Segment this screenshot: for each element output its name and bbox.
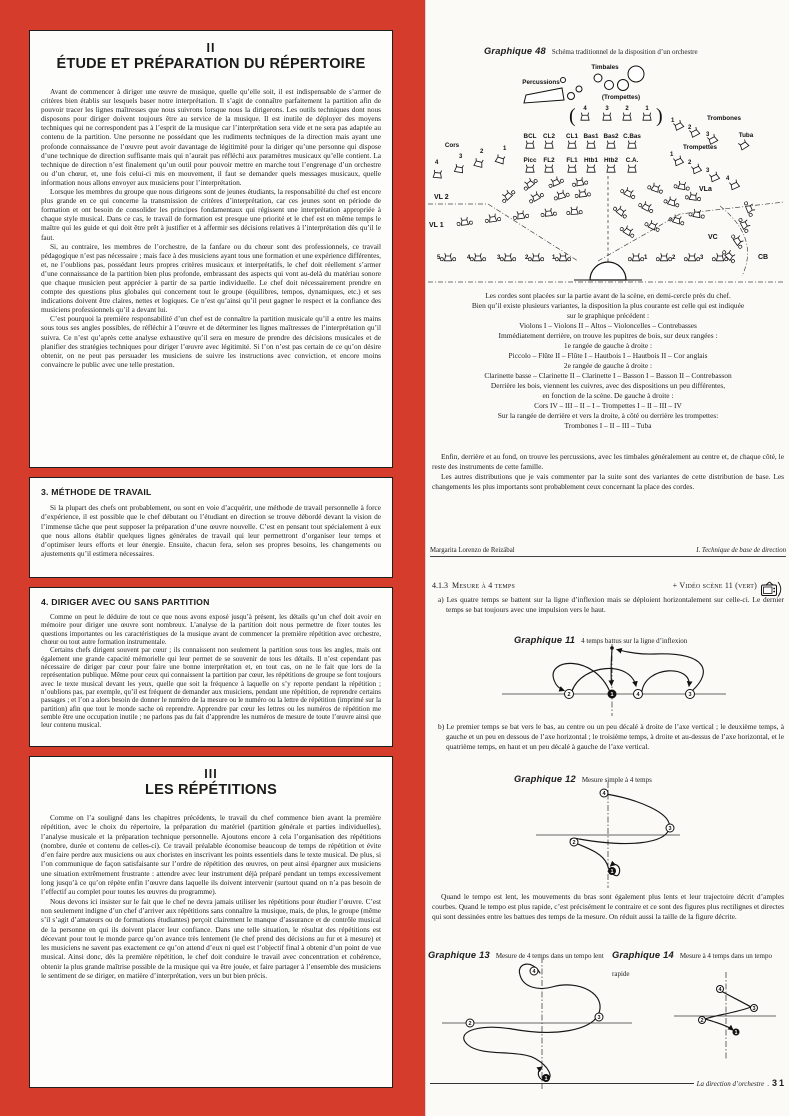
seat-number: 5: [437, 255, 441, 261]
beat-number: 2: [572, 840, 576, 847]
beat-number: 3: [752, 1006, 756, 1013]
seat-number: 1: [503, 146, 507, 152]
wind-label: Picc: [523, 157, 537, 164]
beat-number: 3: [597, 1015, 601, 1022]
beat-markers: [466, 967, 603, 1082]
wind-label: Htb2: [604, 157, 618, 164]
paragraph: Si la plupart des chefs ont probablement, ou sont en voie d’acquérir, une méthode de travail personnelle à force d’expérience, il est possible que le chef débutant ou l’étudiant en direction se trouve débordé devant la vision de l’immense tâche que peut supposer la préparation d’une œuvre nouvelle. C’est en pensant tout spécialement à eux que nous allons établir quelques lignes générales de travail qui leur permettront d’organiser leur temps et d’optimiser leurs efforts et leur énergie. Ensuite, chacun fera, selon ses propres besoins, les changements ou ajustements qu’il estimera nécessaires.: [41, 503, 381, 559]
author-name: Margarita Lorenzo de Reizábal: [430, 547, 515, 554]
seat-number: 1: [670, 152, 674, 158]
paren-close: ): [656, 105, 663, 127]
wind-label: Htb1: [584, 157, 598, 164]
woodwinds-row-1: [524, 157, 639, 172]
beat-number: 4: [718, 987, 722, 994]
seat-number: 2: [625, 106, 629, 112]
footer-separator: .: [767, 1080, 769, 1088]
beat-number: 4: [532, 969, 536, 976]
chapter-2-box: [29, 30, 393, 468]
cb-seats: [722, 200, 757, 264]
seat-number: 1: [644, 255, 648, 261]
section-number: 4.1.3: [432, 581, 448, 590]
seat-number: 2: [672, 255, 676, 261]
trumpet-row: [569, 105, 663, 127]
paragraph: Nous devons ici insister sur le fait que le chef ne devra jamais utiliser les répétitions pour étudier l’œuvre. C’est non seulement indigne d’un chef d’arriver aux répétitions sans connaître la musique, mais, de plus, le groupe (même s’il s’agit d’amateurs ou de formations étudiantes) perçoit clairement le manque d’assurance et de contrôle musical de la personne en qui ils doivent placer leur confiance. Dans une telle situation, le résultat des répétitions est décevant pour tout le monde parce qu’on avance très lentement (le chef prend des décisions au fur et à mesure) et les musiciens ne savent pas exactement ce qu’on attend d’eux ni quel est l’objectif final à obtenir d’un point de vue musical. Ainsi donc, dès la première répétition, le chef doit conduire le travail avec concentration et cohérence, obtenir la plus grande maîtrise possible de la musique qui va être jouée, et faire partager à l’ensemble des musiciens le sentiment de se diriger, en matière d’interprétation, vers un but bien précis.: [41, 896, 382, 981]
seat-number: 4: [583, 106, 587, 112]
chapter-title: ÉTUDE ET PRÉPARATION DU RÉPERTOIRE: [56, 56, 366, 72]
wind-label: CL1: [566, 133, 578, 140]
seat-number: 1: [645, 106, 649, 112]
item-b: b) Le premier temps se bat vers le bas, au centre ou un peu décalé à droite de l’axe vertical ; le deuxième temps, à gauche et un peu en dessous de l’axe horizontal ; le troisième temps, à droite et au-dessus de l’axe horizontal, et le quatrième temps, en haut et un peu décalé à gauche de l’axe vertical.: [438, 722, 785, 751]
cors-row: [433, 146, 507, 178]
wind-label: C.Bas: [623, 133, 641, 140]
graphique-label: Graphique 12: [514, 774, 576, 784]
beat-number: 1: [610, 692, 614, 699]
tuba-label: Tuba: [738, 132, 754, 139]
wind-label: Bas2: [603, 133, 619, 140]
seat-number: 3: [700, 255, 704, 261]
strings-layout-line: Piccolo – Flûte II – Flûte I – Hautbois I – Hautbois II – Cor anglais: [508, 351, 708, 360]
seat-number: 4: [726, 176, 730, 182]
seat-number: 1: [671, 118, 675, 124]
chapter-title: LES RÉPÉTITIONS: [145, 782, 277, 798]
beat-pattern-4-simple: [522, 782, 692, 888]
wind-label: BCL: [523, 133, 537, 140]
vc-front-row: [628, 253, 732, 261]
section-heading: 3. MÉTHODE DE TRAVAIL: [41, 487, 152, 497]
strings-layout-line: Sur la rangée de derrière et vers la droite, à côté ou derrière les trompettes:: [497, 411, 719, 420]
graphique-label: Graphique 11: [514, 635, 576, 645]
timbales-label: Timbales: [591, 64, 619, 71]
seat-number: 3: [706, 132, 710, 138]
graphique-caption: Mesure simple à 4 temps: [581, 776, 652, 784]
strings-layout-line: Trombones I – II – III – Tuba: [564, 421, 652, 430]
item-a: a) Les quatre temps se battent sur la ligne d’inflexion mais se déploient horizontalement sur celle-ci. Le dernier temps se bat toujours avec une impulsion vers le haut.: [438, 595, 784, 614]
paragraph: Lorsque les membres du groupe que nous dirigeons sont de jeunes étudiants, la responsabilité du chef est encore plus grande en ce qui concerne la transmission de critères d’interprétation, car ces jeunes sont en période de formation et ont besoin de consolider les principes fondamentaux qui régissent une interprétation appropriée à chaque style musical. Dans ce cas, le travail de formation est presque une priorité et le chef est en même temps le maître qui les guide et qui doit être prêt à justifier et à affermir ses décisions relatives à l’interprétation dès qu’il le faut.: [41, 187, 381, 242]
beat-number: 1: [544, 1076, 548, 1083]
chapter-number: II: [206, 41, 216, 55]
seat-number: 3: [605, 106, 609, 112]
graphique-label: Graphique 48: [484, 46, 546, 56]
seat-number: 4: [435, 160, 439, 166]
trompettes-paren-label: (Trompettes): [601, 94, 641, 101]
paragraph: C’est pourquoi la première responsabilité d’un chef est de connaître la partition musicale qu’il a entre les mains sous tous ses angles possibles, de réfléchir à l’œuvre et de déterminer les lignes maîtresses de l’interprétation qu’il suivra. Ce n’est qu’après cette analyse exhaustive qu’il sera en mesure de prendre des décisions musicales et de planifier des stratégies techniques pour diriger l’œuvre avec légitimité. Si l’on n’est pas certain de ce qu’on désire obtenir, on ne peut pas persuader les musiciens de suivre les instructions avec conviction, et encore moins convaincre le public avec une telle prestation.: [41, 314, 381, 369]
graphique-caption: Mesure à 4 temps dans un tempo rapide: [612, 952, 772, 978]
seat-number: 3: [497, 255, 501, 261]
wind-label: FL1: [566, 157, 578, 164]
chapter-running-title: I. Technique de base de direction: [696, 547, 786, 554]
beat-markers: [699, 986, 758, 1037]
wind-label: CL2: [543, 133, 555, 140]
strings-layout-line: Derrière les bois, viennent les cuivres, avec des dispositions un peu différentes,: [490, 381, 726, 390]
page-number: 31: [771, 1078, 786, 1088]
beat-markers: [570, 789, 674, 875]
right-page: [425, 0, 789, 1116]
seat-number: 3: [459, 154, 463, 160]
strings-layout-line: Immédiatement derrière, on trouve les pupitres de bois, sur deux rangées :: [498, 331, 718, 340]
graphique-caption: 4 temps battus sur la ligne d’inflexion: [581, 637, 688, 645]
trombones-label: Trombones: [707, 115, 741, 122]
paren-open: (: [569, 105, 576, 127]
strings-layout-line: 1e rangée de gauche à droite :: [563, 341, 653, 350]
book-title: La direction d’orchestre: [696, 1080, 765, 1088]
distribution-paragraphs: [432, 452, 784, 492]
woodwinds-row-2: [524, 133, 642, 148]
seat-number: 1: [552, 255, 556, 261]
vl1-seats: [456, 206, 582, 226]
strings-layout-line: Violons I – Violons II – Altos – Violoncelles – Contrebasses: [519, 321, 697, 330]
paragraph: Les autres distributions que je vais commenter par la suite sont des variantes de cette distribution de base. Les changements les plus importants sont probablement ceux concernant la place des cordes.: [432, 472, 784, 491]
conductor-podium: [574, 262, 642, 280]
wind-label: Bas1: [583, 133, 599, 140]
graphique-caption: Mesure de 4 temps dans un tempo lent: [495, 952, 604, 960]
vl1-label: VL 1: [429, 222, 444, 229]
vl2-seats: [499, 175, 591, 204]
strings-layout-line: sur le graphique précédent :: [566, 311, 650, 320]
percussions-label: Percussions: [522, 79, 560, 86]
seat-number: 2: [688, 160, 692, 166]
cb-label: CB: [758, 254, 769, 261]
section-3-box: [29, 477, 393, 578]
beat-pattern-4-inflexion: [494, 642, 734, 718]
footer-rule: [430, 1083, 694, 1084]
beat-pattern-4-fast: [664, 970, 784, 1062]
seat-number: 3: [706, 168, 710, 174]
seat-number: 2: [480, 149, 484, 155]
vc-label: VC: [708, 234, 718, 241]
beat-number: 4: [636, 692, 640, 699]
paragraph: Avant de commencer à diriger une œuvre de musique, quelle qu’elle soit, il est indispensable de s’armer de critères bien établis sur lesquels baser notre interprétation. Il s’agit de connaître parfaitement la partition afin de pouvoir tracer les lignes maîtresses que nous suivrons lorsque nous la dirigerons. Les outils techniques dont nous disposons pour diriger doivent toujours être au service de la musique. Il est inutile de déployer des moyens techniques qui ne correspondent pas à l’esprit de la musique car l’interprétation sera vide et ne sera pas adaptée au contenu de la partition. Une personne ne possédant que les rudiments techniques de la direction mais ayant une profonde connaissance de l’œuvre peut avoir davantage de légitimité pour la diriger qu’une personne qui dispose d’une technique de direction suffisante mais qui n’aurait pas réfléchi aux paramètres musicaux qu’elle contient. La technique de direction n’est finalement qu’un outil pour pouvoir mettre en marche tout l’engrenage d’un orchestre ou d’un chœur, et, une fois celui-ci mis en mouvement, il faut se demander quels messages musicaux, quelle information nous allons envoyer aux musiciens pour l’interprétation.: [41, 87, 381, 187]
graphique-label: Graphique 13: [428, 950, 490, 960]
strings-layout-line: Les cordes sont placées sur la partie avant de la scène, en demi-cercle près du chef.: [485, 291, 731, 300]
graphique-caption: Schéma traditionnel de la disposition d’un orchestre: [551, 48, 698, 56]
seat-number: 2: [688, 125, 692, 131]
orchestra-diagram: [428, 56, 788, 292]
paragraph: Comme on l’a souligné dans les chapitres précédents, le travail du chef commence bien avant la première répétition, avec le choix du répertoire, la préparation du matériel (partition générale et parties individuelles), l’analyse musicale et la préparation technique personnelle. Ajoutons encore à cela l’organisation des répétitions (nombre, durée et contenu de celles-ci). Ce travail préalable économise beaucoup de temps de répétition et évite d’en faire perdre aux musiciens ou aux choristes en inscrivant les points essentiels dans le texte musical. De plus, si l’on communique de façon satisfaisante sur l’ordre de répétition des œuvres, on peut ainsi épargner aux musiciens une situation extrêmement frustrante : attendre avec leur instrument déjà préparé pendant un temps excessivement long jusqu’à ce qu’on répète enfin l’œuvre dans laquelle ils doivent intervenir (surtout quand on n’a pas besoin de l’effectif au complet pour toutes les œuvres du programme).: [41, 813, 381, 897]
section-title: Mesure à 4 temps: [452, 581, 515, 590]
tuba-seat: [738, 139, 749, 150]
section-4-box: [29, 587, 393, 747]
strings-description: [430, 291, 786, 431]
chapter-number: III: [204, 767, 218, 781]
section-heading: 4. DIRIGER AVEC OU SANS PARTITION: [41, 597, 210, 607]
beat-number: 4: [602, 791, 606, 798]
vla-label: VLa: [699, 186, 712, 193]
vl1-front-row: [437, 253, 571, 261]
page-footer: [430, 1078, 786, 1088]
beat-number: 2: [468, 1021, 472, 1028]
tempo-paragraph: Quand le tempo est lent, les mouvements du bras sont également plus lents et leur trajectoire décrit d’amples courbes. Quand le tempo est plus rapide, c’est précisément le contraire et ce sont des figures plus rectilignes et directes qui sont dessinées entre les battues des temps de la mesure. On réduit aussi la taille de la figure décrite.: [432, 892, 784, 921]
strings-layout-line: Bien qu’il existe plusieurs variantes, la disposition la plus courante est celle qui est indiquée: [471, 301, 745, 310]
paragraph: Enfin, derrière et au fond, on trouve les percussions, avec les timbales généralement au centre et, de chaque côté, le reste des instruments de cette famille.: [432, 452, 784, 471]
wind-label: FL2: [543, 157, 555, 164]
seat-number: 4: [467, 255, 471, 261]
paragraph: Certains chefs dirigent souvent par cœur ; ils connaissent non seulement la partition sous tous les angles, mais ont également une grande capacité mémorielle qui leur permet de se souvenir de tous les détails. Il n’est cependant pas nécessaire de diriger par cœur pour faire une bonne interprétation et, en tout cas, on ne le fait que lors de la représentation publique. Même pour ceux qui connaissent la partition par cœur, les répétitions de groupe se font toujours avec le texte musical devant les yeux, quelle que soit la fréquence à laquelle on s’y reporte pendant la répétition ; n’oublions pas, par exemple, qu’il est fréquent de demander aux musiciens, pendant une répétition, de reprendre certains passages ; et l’on a alors besoin de donner le numéro de la mesure ou le numéro ou la lettre de répétition (imprimé sur la partition) afin que tout le monde sache où reprendre. Apprendre par cœur les lettres ou les numéros de répétition me semble être une occupation inutile ; ne parlons pas du fait d’apprendre les numéros de mesure de toute l’œuvre ainsi que leur contenu musical.: [41, 646, 381, 730]
running-header: [430, 547, 786, 557]
seat-number: 2: [525, 255, 529, 261]
vl2-label: VL 2: [434, 194, 449, 201]
beat-number: 1: [610, 869, 614, 876]
chapter-3-box: [29, 756, 393, 1088]
beat-number: 3: [688, 692, 692, 699]
strings-layout-line: Cors IV – III – II – I – Trompettes I – II – III – IV: [534, 401, 682, 410]
beat-number: 2: [567, 692, 571, 699]
paragraph: Si, au contraire, les membres de l’orchestre, de la fanfare ou du chœur sont des professionnels, ce travail pédagogique n’est pas nécessaire ; mais face à des musiciens ayant tous une formation et une expérience différentes, et, ne l’oublions pas, possédant leurs propres critères musicaux et interprétatifs, le chef doit réellement s’armer d’une connaissance de la partition bien plus profonde, embrassant des aspects qui vont au-delà du matériau sonore que chaque musicien peut apprécier à partir de sa partie individuelle. Le chef doit nécessairement prendre en compte des questions plus globales qui concernent tout le groupe (équilibres, tempos, dynamiques, etc.) et ses indications doivent être claires, nettes et logiques. Ce n’est qu’ainsi qu’il peut gagner le respect et la confiance des musiciens professionnels qu’il a devant lui.: [41, 241, 381, 315]
paragraph: Comme on peut le déduire de tout ce que nous avons exposé jusqu’à présent, les détails qu’un chef doit avoir en mémoire pour diriger une œuvre sont nombreux. L’analyse de la partition doit nous permettre de fixer toutes les questions importantes ou les caractéristiques de la musique avant de commencer la première répétition avec orchestre, chœur ou tout autre formation instrumentale.: [41, 613, 381, 647]
strings-layout-line: Clarinette basse – Clarinette II – Clarinette I – Basson I – Basson II – Contrebasson: [484, 371, 732, 380]
beat-number: 2: [700, 1018, 704, 1025]
beat-pattern-4-slow: [436, 957, 636, 1089]
strings-layout-line: 2e rangée de gauche à droite :: [563, 361, 653, 370]
cors-label: Cors: [444, 142, 460, 149]
beat-number: 1: [734, 1030, 738, 1037]
strings-layout-line: en fonction de la scène. De gauche à droite :: [542, 391, 674, 400]
trompettes-label: Trompettes: [683, 144, 717, 151]
beat-number: 3: [668, 826, 672, 833]
video-scene-ref: + Vidéo scène 11 (vert): [672, 581, 757, 590]
graphique-label: Graphique 14: [612, 950, 674, 960]
wind-label: C.A.: [625, 157, 639, 164]
